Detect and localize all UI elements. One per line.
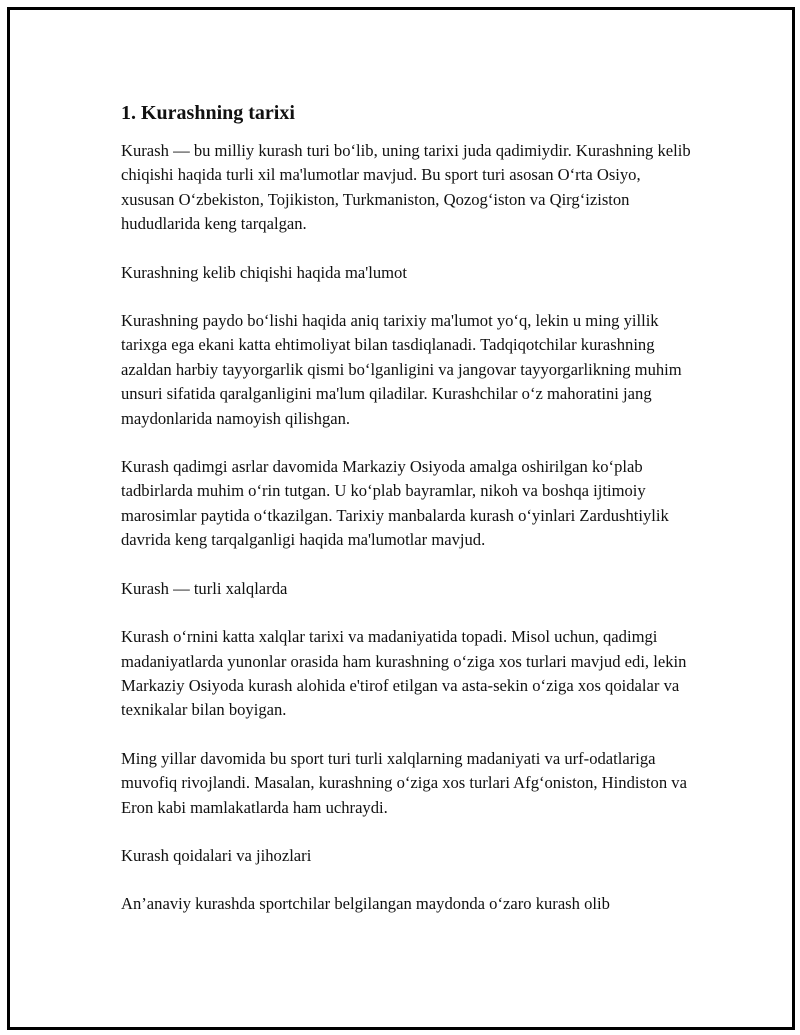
development-paragraph: Ming yillar davomida bu sport turi turli xalqlarning madaniyati va urf-odatlariga muvofiq rivojlandi. Masalan, kurashning o‘ziga xos turlari Afg‘oniston, Hindiston va Eron kabi mamlakatlarda ham uchraydi.: [121, 748, 687, 817]
ancient-paragraph: Kurash qadimgi asrlar davomida Markaziy Osiyoda amalga oshirilgan ko‘plab tadbirlarda muhim o‘rin tutgan. U ko‘plab bayramlar, nikoh va boshqa ijtimoiy marosimlar paytida o‘tkazilgan. Tarixiy manbalarda kurash o‘yinlari Zardushtiylik davrida keng tarqalganligi haqida ma'lumotlar mavjud.: [121, 457, 669, 550]
subheading-rules: Kurash qoidalari va jihozlari: [121, 845, 312, 865]
document-content: [121, 100, 696, 941]
rules-paragraph: An’anaviy kurashda sportchilar belgilangan maydonda o‘zaro kurash olib: [121, 894, 610, 914]
peoples-paragraph: Kurash o‘rnini katta xalqlar tarixi va madaniyatida topadi. Misol uchun, qadimgi madaniyatlarda yunonlar orasida ham kurashning o‘ziga xos turlari mavjud edi, lekin Markaziy Osiyoda kurash alohida e'tirof etilgan va asta-sekin o‘ziga xos qoidalar va texnikalar bilan boyigan.: [121, 627, 687, 720]
origin-paragraph: Kurashning paydo bo‘lishi haqida aniq tarixiy ma'lumot yo‘q, lekin u ming yillik tarixga ega ekani katta ehtimoliyat bilan tasdiqlanadi. Tadqiqotchilar kurashning azaldan harbiy tayyorgarlik qismi bo‘lganligini va jangovar tayyorgarlikning muhim unsuri sifatida qaralganligini ma'lum qiladilar. Kurashchilar o‘z mahoratini jang maydonlarida namoyish qilishgan.: [121, 311, 682, 428]
intro-paragraph: Kurash — bu milliy kurash turi bo‘lib, uning tarixi juda qadimiydir. Kurashning kelib chiqishi haqida turli xil ma'lumotlar mavjud. Bu sport turi asosan O‘rta Osiyo, xususan O‘zbekiston, Tojikiston, Turkmaniston, Qozog‘iston va Qirg‘iziston hududlarida keng tarqalgan.: [121, 141, 691, 234]
subheading-peoples: Kurash — turli xalqlarda: [121, 578, 288, 598]
section-heading: 1. Kurashning tarixi: [121, 102, 295, 124]
subheading-origin: Kurashning kelib chiqishi haqida ma'lumot: [121, 262, 407, 282]
document-page: [7, 7, 795, 1030]
